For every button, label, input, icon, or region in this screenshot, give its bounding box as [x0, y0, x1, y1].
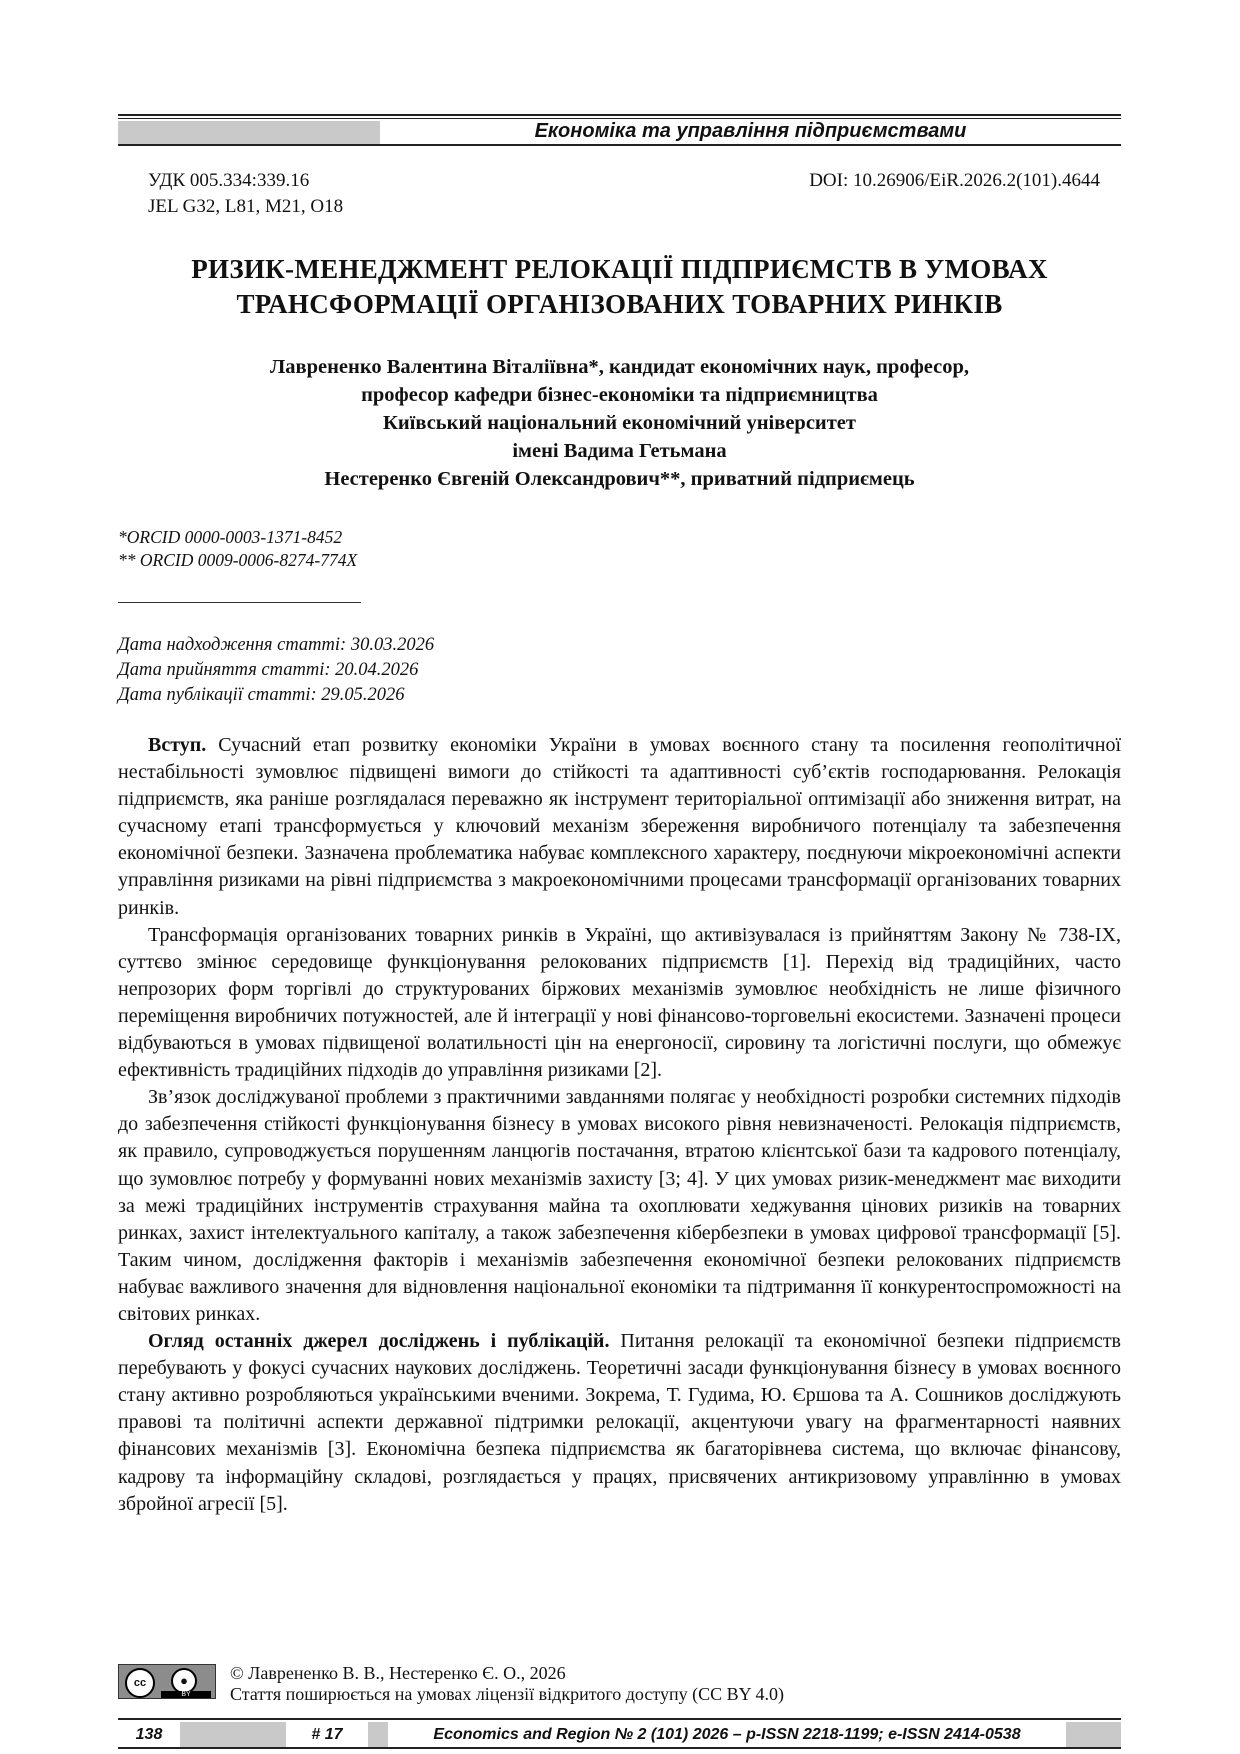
orcid-block — [118, 526, 357, 572]
header-grey-block — [118, 121, 380, 144]
author-line: Нестеренко Євгеній Олександрович**, приватний підприємець — [324, 468, 915, 490]
header-rule-mid — [118, 118, 1121, 119]
article-title-line: РИЗИК-МЕНЕДЖМЕНТ РЕЛОКАЦІЇ ПІДПРИЄМСТВ В УМОВАХ — [191, 254, 1048, 284]
running-footer — [118, 1718, 1121, 1750]
doi: DOI: 10.26906/EiR.2026.2(101).4644 — [809, 170, 1100, 191]
article-dates — [118, 633, 434, 708]
page-number: 138 — [118, 1722, 180, 1747]
authors-block — [118, 353, 1121, 493]
body-paragraph — [118, 922, 1121, 1085]
cc-icon: cc — [125, 1668, 155, 1698]
license-block — [118, 1663, 1121, 1709]
author-line: професор кафедри бізнес-економіки та підприємництва — [361, 384, 878, 406]
paragraph-text: Питання релокації та економічної безпеки підприємств перебувають у фокусі сучасних наукових досліджень. Теоретичні засади функціонування бізнесу в умовах воєнного стану активно розробляються українськими вченими. Зокрема, Т. Гудима, Ю. Єршова та А. Сошников досліджують правові та політичні аспекти державної підтримки релокації, акцентуючи увагу на фрагментарності наявних фінансових механізмів [3]. Економічна безпека підприємства як багаторівнева система, що включає фінансову, кадрову та інформаційну складові, розглядається у працях, присвячених антикризовому управлінню в умовах збройної агресії [5]. — [118, 1330, 1121, 1515]
header-rule-top — [118, 114, 1121, 116]
author-line: Лаврененко Валентина Віталіївна*, кандидат економічних наук, професор, — [270, 356, 969, 378]
journal-info: Economics and Region № 2 (101) 2026 – p-ISSN 2218-1199; e-ISSN 2414-0538 — [388, 1722, 1066, 1747]
paragraph-lead: Огляд останніх джерел досліджень і публікацій. — [148, 1330, 610, 1353]
running-header — [118, 114, 1121, 147]
paragraph-lead: Вступ. — [148, 734, 207, 756]
footer-rule-bottom — [118, 1747, 1121, 1749]
by-label: BY — [161, 1691, 211, 1698]
issue-number: # 17 — [286, 1722, 368, 1747]
date-accepted: Дата прийняття статті: 20.04.2026 — [118, 660, 419, 680]
author-line: імені Вадима Гетьмана — [512, 440, 727, 462]
person-icon: ● — [171, 1668, 197, 1694]
date-received: Дата надходження статті: 30.03.2026 — [118, 635, 435, 655]
running-title: Економіка та управління підприємствами — [534, 120, 967, 142]
orcid-line: ** ORCID 0009-0006-8274-774X — [118, 550, 358, 570]
footer-rule-top — [118, 1718, 1121, 1720]
paragraph-text: Сучасний етап розвитку економіки України в умовах воєнного стану та посилення геополітичної нестабільності зумовлює підвищені вимоги до стійкості та адаптивності суб’єктів господарювання. Релокація підприємств, яка раніше розглядалася переважно як інструмент територіальної оптимізації або зниження витрат, на сучасному етапі трансформується у ключовий механізм збереження виробничого потенціалу та забезпечення економічної безпеки. Зазначена проблематика набуває комплексного характеру, поєднуючи мікроекономічні аспекти управління ризиками на рівні підприємства з макроекономічними процесами трансформації організованих товарних ринків. — [118, 734, 1121, 919]
copyright-line: © Лаврененко В. В., Нестеренко Є. О., 2026 — [230, 1663, 566, 1683]
footnote-rule — [118, 602, 361, 603]
udk-code: УДК 005.334:339.16 — [148, 170, 310, 191]
cc-by-icon — [118, 1664, 216, 1699]
paragraph-text: Зв’язок досліджуваної проблеми з практичними завданнями полягає у необхідності розробки системних підходів до забезпечення стійкості функціонування бізнесу в умовах високого рівня невизначеності. Релокація підприємств, як правило, супроводжується порушенням ланцюгів постачання, втратою клієнтської бази та кадрового потенціалу, що зумовлює потребу у формуванні нових механізмів захисту [3; 4]. У цих умовах ризик-менеджмент має виходити за межі традиційних інструментів страхування майна та охоплювати хеджування цінових ризиків на товарних ринках, захист інтелектуального капіталу, а також забезпечення кібербезпеки в умовах цифрової трансформації [5]. Таким чином, дослідження факторів і механізмів забезпечення економічної безпеки релокованих підприємств набуває важливого значення для відновлення національної економіки та підтримання її конкурентоспроможності на світових ринках. — [118, 1086, 1121, 1325]
date-published: Дата публікації статті: 29.05.2026 — [118, 685, 405, 705]
article-title — [118, 252, 1121, 322]
article-body — [118, 732, 1121, 1518]
paragraph-text: Трансформація організованих товарних ринків в Україні, що активізувалася із прийняттям Закону № 738-IX, суттєво змінює середовище функціонування релокованих підприємств [1]. Перехід від традиційних, часто непрозорих форм торгівлі до структурованих біржових механізмів зумовлює необхідність не лише фізичного переміщення виробничих потужностей, але й інтеграції у нові фінансово-торговельні екосистеми. Зазначені процеси відбуваються в умовах підвищеної волатильності цін на енергоносії, сировину та логістичні послуги, що обмежує ефективність традиційних підходів до управління ризиками [2]. — [118, 923, 1121, 1082]
jel-code: JEL G32, L81, M21, O18 — [148, 196, 344, 217]
orcid-line: *ORCID 0000-0003-1371-8452 — [118, 527, 343, 547]
classification-codes — [148, 168, 343, 220]
body-paragraph — [118, 1328, 1121, 1518]
article-title-line: ТРАНСФОРМАЦІЇ ОРГАНІЗОВАНИХ ТОВАРНИХ РИНКІВ — [236, 289, 1003, 319]
body-paragraph — [118, 732, 1121, 922]
author-line: Київський національний економічний університет — [383, 412, 856, 434]
body-paragraph — [118, 1084, 1121, 1328]
license-text — [230, 1663, 784, 1705]
license-terms: Стаття поширюється на умовах ліцензії відкритого доступу (CC BY 4.0) — [230, 1684, 784, 1704]
header-rule-bottom — [118, 144, 1121, 146]
